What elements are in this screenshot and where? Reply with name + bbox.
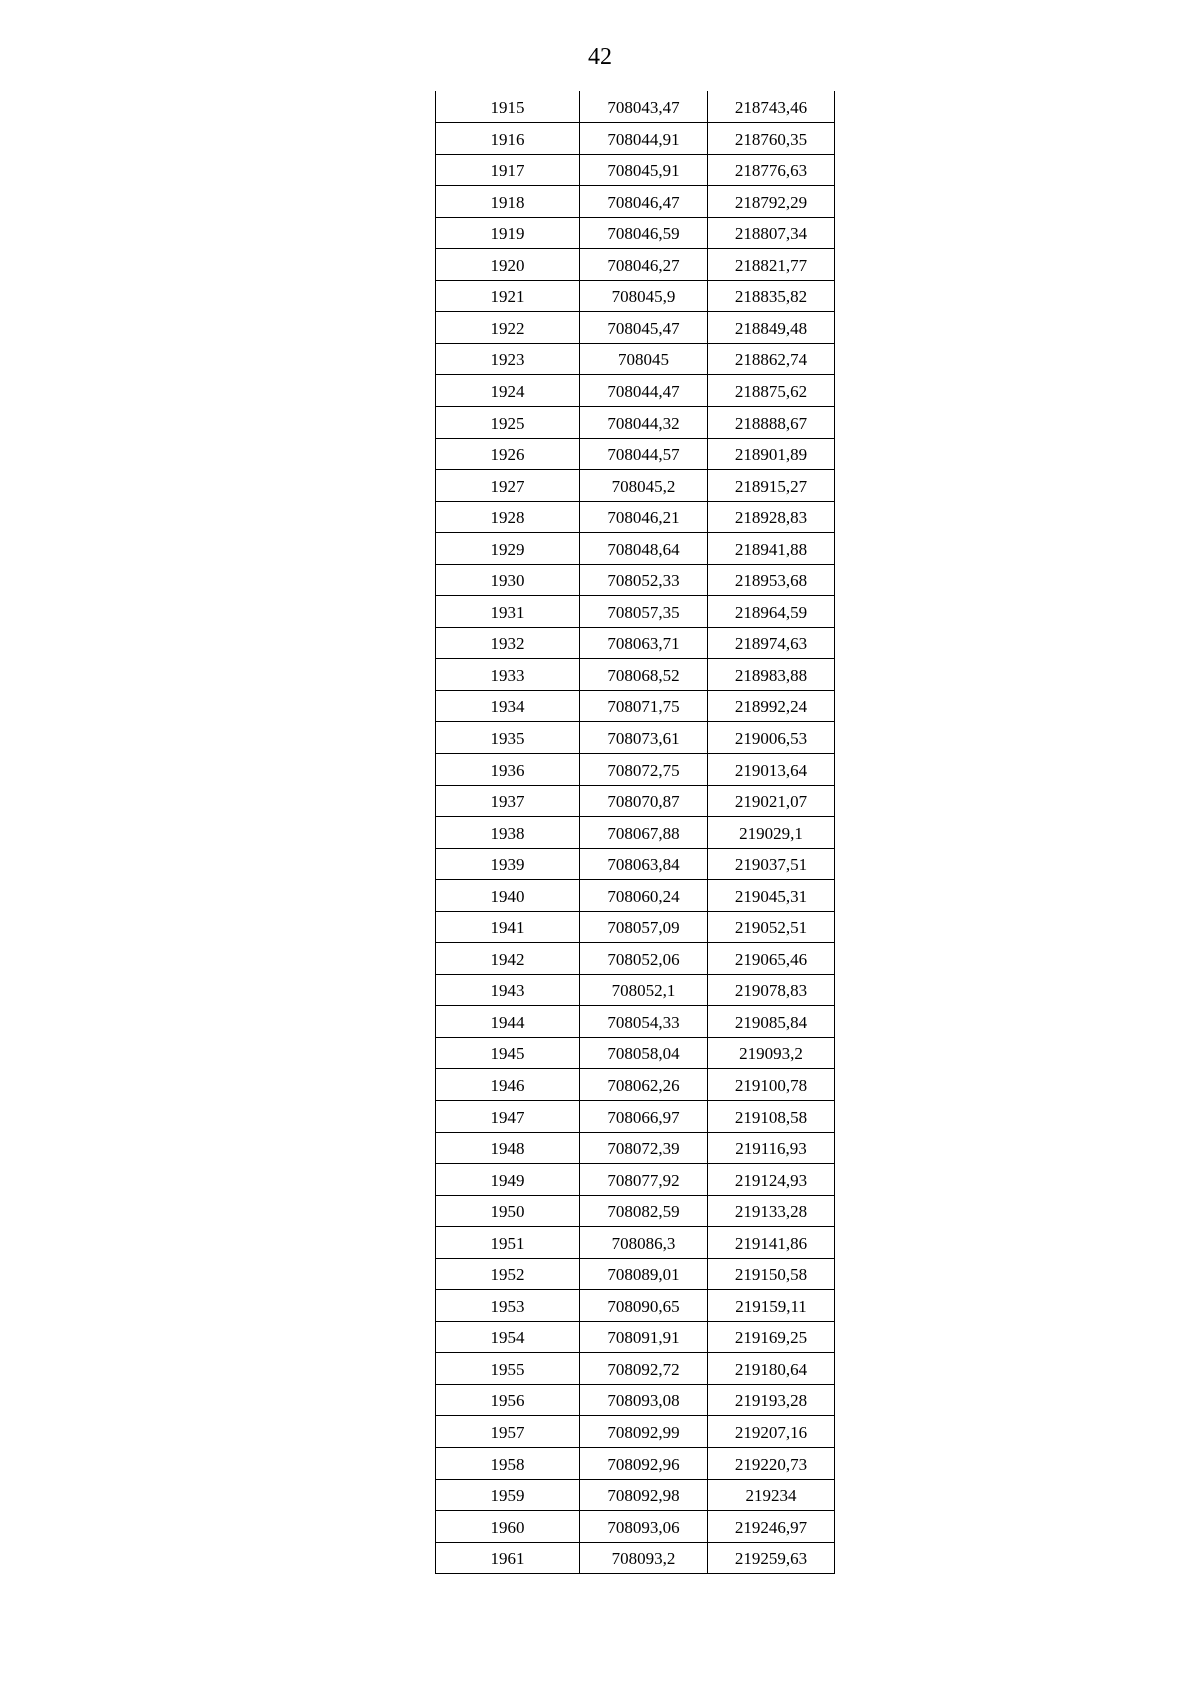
- x-coordinate-cell: 708073,61: [580, 722, 708, 754]
- y-coordinate-cell: 218888,67: [708, 406, 835, 438]
- x-coordinate-cell: 708082,59: [580, 1195, 708, 1227]
- y-coordinate-cell: 219220,73: [708, 1448, 835, 1480]
- table-row: [436, 154, 835, 186]
- x-coordinate-cell: 708045,91: [580, 154, 708, 186]
- table-row: [436, 186, 835, 218]
- y-coordinate-cell: 218964,59: [708, 596, 835, 628]
- point-number-cell: 1938: [436, 817, 580, 849]
- x-coordinate-cell: 708093,06: [580, 1511, 708, 1543]
- y-coordinate-cell: 219207,16: [708, 1416, 835, 1448]
- table-row: [436, 753, 835, 785]
- point-number-cell: 1959: [436, 1479, 580, 1511]
- point-number-cell: 1924: [436, 375, 580, 407]
- y-coordinate-cell: 218743,46: [708, 91, 835, 123]
- point-number-cell: 1927: [436, 470, 580, 502]
- x-coordinate-cell: 708077,92: [580, 1164, 708, 1196]
- x-coordinate-cell: 708072,75: [580, 753, 708, 785]
- x-coordinate-cell: 708045: [580, 343, 708, 375]
- x-coordinate-cell: 708063,84: [580, 848, 708, 880]
- table-row: [436, 564, 835, 596]
- point-number-cell: 1948: [436, 1132, 580, 1164]
- point-number-cell: 1954: [436, 1321, 580, 1353]
- x-coordinate-cell: 708060,24: [580, 880, 708, 912]
- y-coordinate-cell: 218760,35: [708, 123, 835, 155]
- x-coordinate-cell: 708072,39: [580, 1132, 708, 1164]
- y-coordinate-cell: 219085,84: [708, 1006, 835, 1038]
- y-coordinate-cell: 219045,31: [708, 880, 835, 912]
- x-coordinate-cell: 708070,87: [580, 785, 708, 817]
- x-coordinate-cell: 708044,32: [580, 406, 708, 438]
- point-number-cell: 1942: [436, 943, 580, 975]
- point-number-cell: 1961: [436, 1542, 580, 1574]
- table-row: [436, 1384, 835, 1416]
- point-number-cell: 1945: [436, 1037, 580, 1069]
- table-row: [436, 249, 835, 281]
- table-row: [436, 627, 835, 659]
- table-row: [436, 470, 835, 502]
- table-row: [436, 1448, 835, 1480]
- x-coordinate-cell: 708066,97: [580, 1101, 708, 1133]
- y-coordinate-cell: 219159,11: [708, 1290, 835, 1322]
- y-coordinate-cell: 219141,86: [708, 1227, 835, 1259]
- table-row: [436, 1542, 835, 1574]
- point-number-cell: 1937: [436, 785, 580, 817]
- table-row: [436, 533, 835, 565]
- x-coordinate-cell: 708062,26: [580, 1069, 708, 1101]
- coordinates-table: [435, 91, 835, 1574]
- y-coordinate-cell: 219100,78: [708, 1069, 835, 1101]
- y-coordinate-cell: 218974,63: [708, 627, 835, 659]
- table-row: [436, 690, 835, 722]
- table-row: [436, 1164, 835, 1196]
- table-row: [436, 312, 835, 344]
- point-number-cell: 1943: [436, 974, 580, 1006]
- y-coordinate-cell: 219124,93: [708, 1164, 835, 1196]
- y-coordinate-cell: 219133,28: [708, 1195, 835, 1227]
- point-number-cell: 1931: [436, 596, 580, 628]
- point-number-cell: 1930: [436, 564, 580, 596]
- table-row: [436, 1290, 835, 1322]
- table-row: [436, 974, 835, 1006]
- y-coordinate-cell: 218807,34: [708, 217, 835, 249]
- point-number-cell: 1944: [436, 1006, 580, 1038]
- x-coordinate-cell: 708052,06: [580, 943, 708, 975]
- point-number-cell: 1932: [436, 627, 580, 659]
- y-coordinate-cell: 219029,1: [708, 817, 835, 849]
- y-coordinate-cell: 219116,93: [708, 1132, 835, 1164]
- x-coordinate-cell: 708093,2: [580, 1542, 708, 1574]
- point-number-cell: 1923: [436, 343, 580, 375]
- point-number-cell: 1947: [436, 1101, 580, 1133]
- point-number-cell: 1926: [436, 438, 580, 470]
- y-coordinate-cell: 218862,74: [708, 343, 835, 375]
- point-number-cell: 1950: [436, 1195, 580, 1227]
- x-coordinate-cell: 708044,91: [580, 123, 708, 155]
- point-number-cell: 1921: [436, 280, 580, 312]
- table-row: [436, 880, 835, 912]
- x-coordinate-cell: 708054,33: [580, 1006, 708, 1038]
- table-row: [436, 943, 835, 975]
- point-number-cell: 1936: [436, 753, 580, 785]
- x-coordinate-cell: 708071,75: [580, 690, 708, 722]
- x-coordinate-cell: 708092,96: [580, 1448, 708, 1480]
- x-coordinate-cell: 708044,47: [580, 375, 708, 407]
- x-coordinate-cell: 708068,52: [580, 659, 708, 691]
- point-number-cell: 1934: [436, 690, 580, 722]
- point-number-cell: 1922: [436, 312, 580, 344]
- point-number-cell: 1925: [436, 406, 580, 438]
- table-row: [436, 1132, 835, 1164]
- point-number-cell: 1939: [436, 848, 580, 880]
- point-number-cell: 1933: [436, 659, 580, 691]
- x-coordinate-cell: 708091,91: [580, 1321, 708, 1353]
- y-coordinate-cell: 218821,77: [708, 249, 835, 281]
- y-coordinate-cell: 218776,63: [708, 154, 835, 186]
- y-coordinate-cell: 219078,83: [708, 974, 835, 1006]
- y-coordinate-cell: 219052,51: [708, 911, 835, 943]
- table-row: [436, 785, 835, 817]
- table-row: [436, 1321, 835, 1353]
- y-coordinate-cell: 218915,27: [708, 470, 835, 502]
- point-number-cell: 1935: [436, 722, 580, 754]
- x-coordinate-cell: 708045,47: [580, 312, 708, 344]
- table-row: [436, 596, 835, 628]
- point-number-cell: 1929: [436, 533, 580, 565]
- page-number: 42: [588, 44, 612, 70]
- y-coordinate-cell: 219246,97: [708, 1511, 835, 1543]
- x-coordinate-cell: 708092,99: [580, 1416, 708, 1448]
- x-coordinate-cell: 708052,1: [580, 974, 708, 1006]
- point-number-cell: 1960: [436, 1511, 580, 1543]
- table-row: [436, 659, 835, 691]
- y-coordinate-cell: 218992,24: [708, 690, 835, 722]
- x-coordinate-cell: 708092,98: [580, 1479, 708, 1511]
- y-coordinate-cell: 219234: [708, 1479, 835, 1511]
- x-coordinate-cell: 708086,3: [580, 1227, 708, 1259]
- table-row: [436, 280, 835, 312]
- table-row: [436, 1037, 835, 1069]
- point-number-cell: 1957: [436, 1416, 580, 1448]
- y-coordinate-cell: 219259,63: [708, 1542, 835, 1574]
- table-row: [436, 1511, 835, 1543]
- y-coordinate-cell: 218835,82: [708, 280, 835, 312]
- x-coordinate-cell: 708052,33: [580, 564, 708, 596]
- point-number-cell: 1958: [436, 1448, 580, 1480]
- x-coordinate-cell: 708046,27: [580, 249, 708, 281]
- x-coordinate-cell: 708044,57: [580, 438, 708, 470]
- y-coordinate-cell: 219013,64: [708, 753, 835, 785]
- table-row: [436, 91, 835, 123]
- point-number-cell: 1956: [436, 1384, 580, 1416]
- point-number-cell: 1916: [436, 123, 580, 155]
- table-row: [436, 1416, 835, 1448]
- table-row: [436, 1006, 835, 1038]
- y-coordinate-cell: 218849,48: [708, 312, 835, 344]
- x-coordinate-cell: 708092,72: [580, 1353, 708, 1385]
- y-coordinate-cell: 219169,25: [708, 1321, 835, 1353]
- x-coordinate-cell: 708046,21: [580, 501, 708, 533]
- y-coordinate-cell: 219150,58: [708, 1258, 835, 1290]
- y-coordinate-cell: 219180,64: [708, 1353, 835, 1385]
- table-row: [436, 217, 835, 249]
- x-coordinate-cell: 708057,09: [580, 911, 708, 943]
- y-coordinate-cell: 219021,07: [708, 785, 835, 817]
- x-coordinate-cell: 708046,59: [580, 217, 708, 249]
- table-row: [436, 1479, 835, 1511]
- table-row: [436, 817, 835, 849]
- x-coordinate-cell: 708058,04: [580, 1037, 708, 1069]
- x-coordinate-cell: 708090,65: [580, 1290, 708, 1322]
- x-coordinate-cell: 708089,01: [580, 1258, 708, 1290]
- point-number-cell: 1918: [436, 186, 580, 218]
- x-coordinate-cell: 708057,35: [580, 596, 708, 628]
- y-coordinate-cell: 219093,2: [708, 1037, 835, 1069]
- table-row: [436, 343, 835, 375]
- x-coordinate-cell: 708045,2: [580, 470, 708, 502]
- y-coordinate-cell: 218953,68: [708, 564, 835, 596]
- point-number-cell: 1920: [436, 249, 580, 281]
- table-row: [436, 438, 835, 470]
- table-row: [436, 1258, 835, 1290]
- x-coordinate-cell: 708046,47: [580, 186, 708, 218]
- table-row: [436, 123, 835, 155]
- point-number-cell: 1928: [436, 501, 580, 533]
- y-coordinate-cell: 218901,89: [708, 438, 835, 470]
- y-coordinate-cell: 218983,88: [708, 659, 835, 691]
- y-coordinate-cell: 218875,62: [708, 375, 835, 407]
- table-row: [436, 911, 835, 943]
- table-row: [436, 501, 835, 533]
- point-number-cell: 1951: [436, 1227, 580, 1259]
- table-row: [436, 1069, 835, 1101]
- point-number-cell: 1953: [436, 1290, 580, 1322]
- y-coordinate-cell: 219065,46: [708, 943, 835, 975]
- table-row: [436, 1353, 835, 1385]
- y-coordinate-cell: 219108,58: [708, 1101, 835, 1133]
- y-coordinate-cell: 218941,88: [708, 533, 835, 565]
- point-number-cell: 1949: [436, 1164, 580, 1196]
- point-number-cell: 1952: [436, 1258, 580, 1290]
- table-row: [436, 406, 835, 438]
- table-row: [436, 375, 835, 407]
- x-coordinate-cell: 708063,71: [580, 627, 708, 659]
- y-coordinate-cell: 219193,28: [708, 1384, 835, 1416]
- point-number-cell: 1917: [436, 154, 580, 186]
- table-row: [436, 722, 835, 754]
- point-number-cell: 1940: [436, 880, 580, 912]
- point-number-cell: 1919: [436, 217, 580, 249]
- point-number-cell: 1941: [436, 911, 580, 943]
- y-coordinate-cell: 219037,51: [708, 848, 835, 880]
- x-coordinate-cell: 708045,9: [580, 280, 708, 312]
- y-coordinate-cell: 219006,53: [708, 722, 835, 754]
- table-row: [436, 1195, 835, 1227]
- table-row: [436, 1101, 835, 1133]
- point-number-cell: 1915: [436, 91, 580, 123]
- point-number-cell: 1955: [436, 1353, 580, 1385]
- table-row: [436, 1227, 835, 1259]
- point-number-cell: 1946: [436, 1069, 580, 1101]
- x-coordinate-cell: 708093,08: [580, 1384, 708, 1416]
- x-coordinate-cell: 708043,47: [580, 91, 708, 123]
- table-row: [436, 848, 835, 880]
- y-coordinate-cell: 218792,29: [708, 186, 835, 218]
- coordinates-table-body: [436, 91, 835, 1574]
- x-coordinate-cell: 708048,64: [580, 533, 708, 565]
- y-coordinate-cell: 218928,83: [708, 501, 835, 533]
- x-coordinate-cell: 708067,88: [580, 817, 708, 849]
